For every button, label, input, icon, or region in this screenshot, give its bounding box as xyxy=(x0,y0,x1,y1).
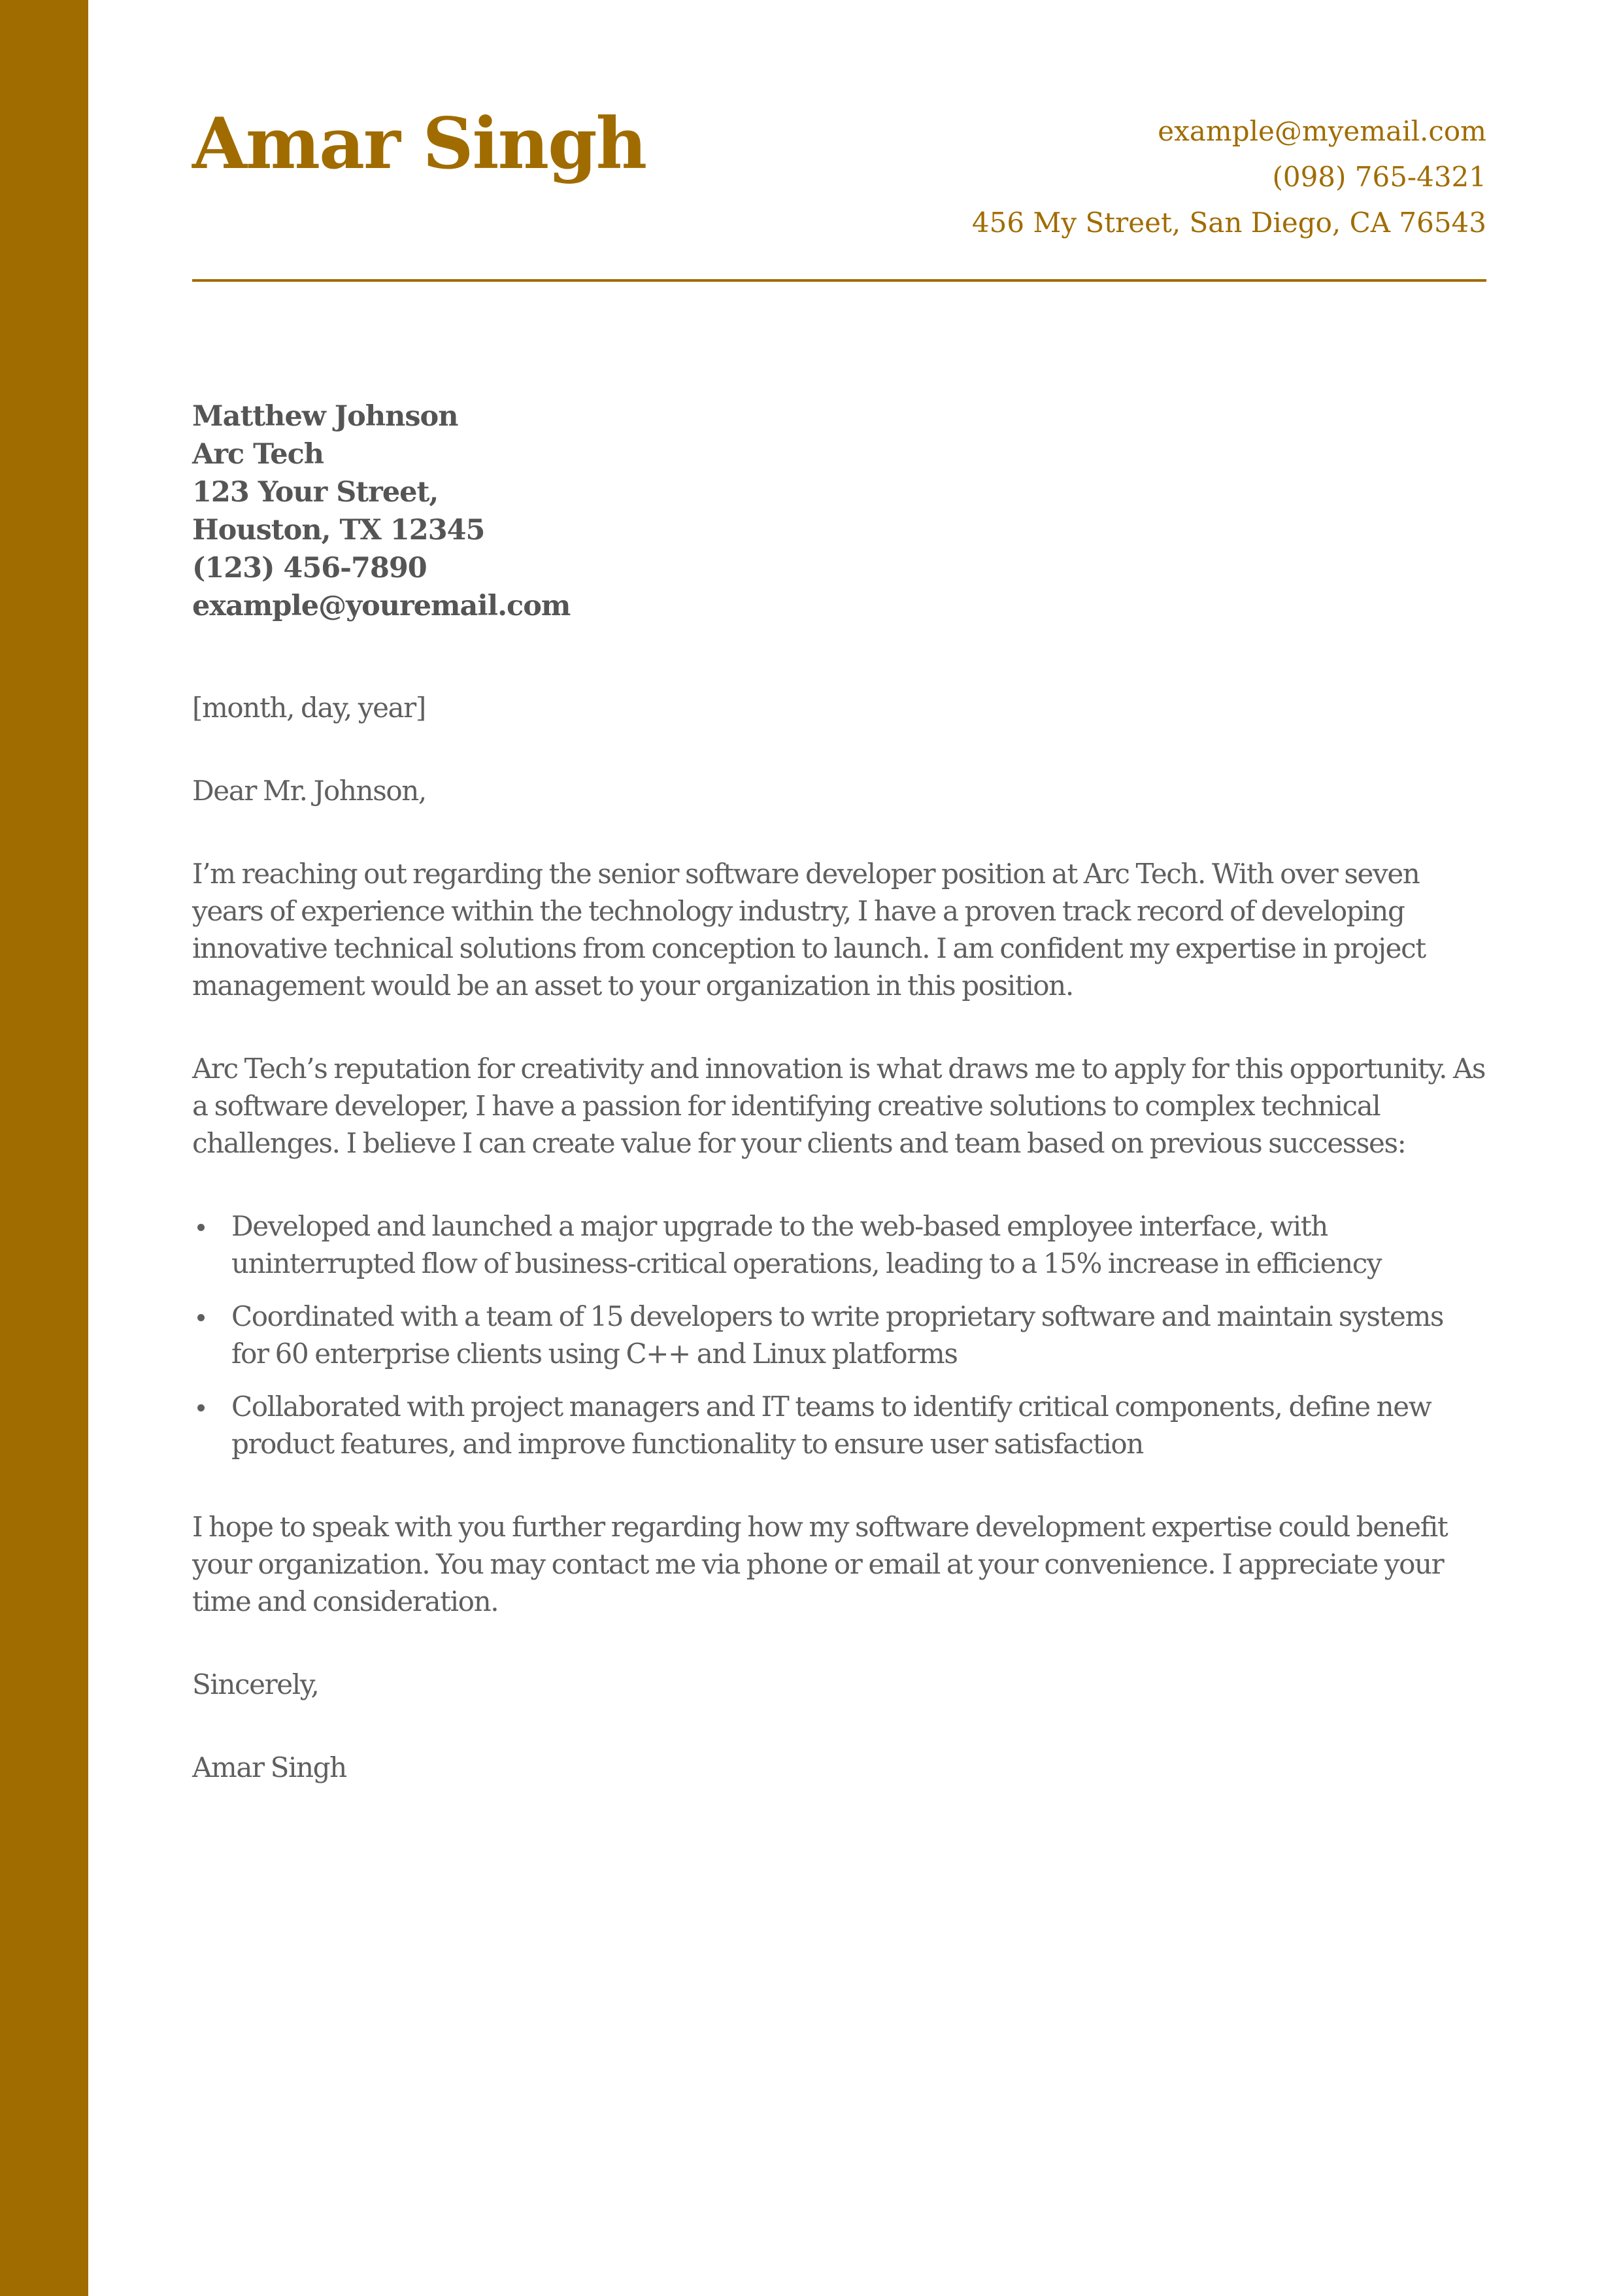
recipient-city: Houston, TX 12345 xyxy=(192,514,485,547)
header-divider xyxy=(192,279,1486,282)
sender-contact xyxy=(972,109,1486,246)
accent-sidebar xyxy=(0,0,88,2296)
bullet-icon xyxy=(197,1314,205,1321)
closing-paragraph: I hope to speak with you further regarding how my software development expertise could benefit your organization. You may contact me via phone or email at your convenience. I appreciate your time and consideration. xyxy=(192,1511,1448,1617)
letter-header xyxy=(192,0,1486,282)
letter-salutation: Dear Mr. Johnson, xyxy=(192,775,426,807)
recipient-block xyxy=(192,397,570,625)
sender-address: 456 My Street, San Diego, CA 76543 xyxy=(971,207,1486,239)
bullet-icon xyxy=(197,1224,205,1231)
recipient-name: Matthew Johnson xyxy=(192,400,458,433)
letter-date: [month, day, year] xyxy=(192,692,426,724)
bullet-icon xyxy=(197,1404,205,1411)
recipient-email: example@youremail.com xyxy=(192,590,571,622)
cover-letter-page xyxy=(192,0,1486,2296)
recipient-street: 123 Your Street, xyxy=(192,476,439,509)
body-paragraph: Arc Tech’s reputation for creativity and innovation is what draws me to apply for this opportunity. As a software developer, I have a passion for identifying creative solutions to complex technical challenges. I believe I can create value for your clients and team based on previous successes: xyxy=(192,1053,1486,1159)
list-item xyxy=(231,1298,1486,1372)
list-item xyxy=(231,1388,1486,1462)
list-item-text: Collaborated with project managers and IT teams to identify critical components, define new product features, and improve functionality to ensure user satisfaction xyxy=(231,1391,1431,1460)
body-paragraph: I’m reaching out regarding the senior software developer position at Arc Tech. With over seven years of experience within the technology industry, I have a proven track record of developing innovative technical solutions from conception to launch. I am confident my expertise in project management would be an asset to your organization in this position. xyxy=(192,858,1426,1002)
list-item-text: Coordinated with a team of 15 developers to write proprietary software and maintain systems for 60 enterprise clients using C++ and Linux platforms xyxy=(231,1300,1444,1370)
recipient-phone: (123) 456-7890 xyxy=(192,552,427,584)
signature: Amar Singh xyxy=(192,1751,346,1783)
list-item xyxy=(231,1207,1486,1282)
sender-phone: (098) 765-4321 xyxy=(1272,161,1486,193)
sign-off: Sincerely, xyxy=(192,1668,319,1700)
sender-name: Amar Singh xyxy=(192,103,646,185)
sender-email: example@myemail.com xyxy=(1158,115,1486,147)
list-item-text: Developed and launched a major upgrade to the web-based employee interface, with uninterrupted flow of business-critical operations, leading to a 15% increase in efficiency xyxy=(231,1210,1382,1279)
recipient-company: Arc Tech xyxy=(192,438,324,471)
achievements-list xyxy=(192,1207,1486,1462)
letter-body xyxy=(192,689,1486,1832)
